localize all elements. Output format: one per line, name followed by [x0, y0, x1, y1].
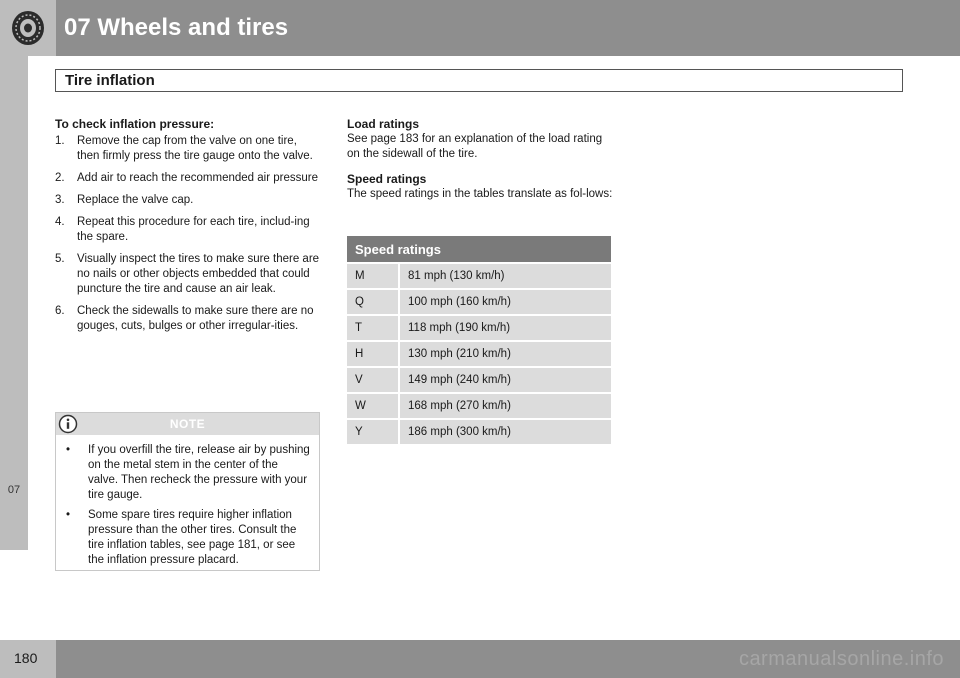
- rating-code: T: [347, 315, 399, 341]
- speed-ratings-table: [347, 236, 611, 444]
- rating-speed: 81 mph (130 km/h): [399, 263, 611, 289]
- load-ratings-heading: Load ratings: [347, 117, 420, 131]
- steps-list: [55, 134, 321, 334]
- rating-speed: 130 mph (210 km/h): [399, 341, 611, 367]
- rating-speed: 100 mph (160 km/h): [399, 289, 611, 315]
- table-row: [347, 341, 611, 367]
- list-item: 6. Check the sidewalls to make sure there are no gouges, cuts, bulges or other irregular-ities.: [55, 305, 314, 332]
- section-title-bar: [55, 69, 903, 92]
- check-pressure-section: [55, 117, 321, 341]
- table-row: [347, 289, 611, 315]
- list-item: 5. Visually inspect the tires to make sure there are no nails or other objects embedded that could puncture the tire and cause an air leak.: [55, 253, 320, 295]
- table-header-row: [347, 236, 611, 263]
- speed-ratings-text: The speed ratings in the tables translate as fol-lows:: [347, 188, 613, 200]
- rating-speed: 149 mph (240 km/h): [399, 367, 611, 393]
- chapter-icon-box: [0, 0, 56, 56]
- table-header: Speed ratings: [347, 236, 611, 263]
- note-header: [56, 413, 319, 435]
- ratings-section: [347, 117, 613, 212]
- table-row: [347, 367, 611, 393]
- table-row: [347, 263, 611, 289]
- rating-speed: 118 mph (190 km/h): [399, 315, 611, 341]
- chapter-title: 07 Wheels and tires: [64, 14, 289, 41]
- list-item: • If you overfill the tire, release air by pushing on the metal stem in the center of the valve. Then recheck the pressure with your tire gauge.: [66, 444, 310, 501]
- note-label: NOTE: [169, 417, 206, 431]
- list-item: 4. Repeat this procedure for each tire, includ-ing the spare.: [55, 216, 310, 243]
- section-title: Tire inflation: [65, 72, 155, 89]
- rating-code: H: [347, 341, 399, 367]
- note-box: [55, 412, 320, 571]
- list-item: 3. Replace the valve cap.: [55, 194, 194, 206]
- page-number: 180: [14, 650, 38, 666]
- rating-code: Y: [347, 419, 399, 444]
- check-pressure-heading: To check inflation pressure:: [55, 117, 215, 131]
- watermark: carmanualsonline.info: [738, 648, 944, 670]
- table-row: [347, 315, 611, 341]
- rating-code: M: [347, 263, 399, 289]
- table-row: [347, 393, 611, 419]
- load-ratings-text: See page 183 for an explanation of the load rating on the sidewall of the tire.: [347, 133, 603, 160]
- tire-icon: [10, 9, 46, 47]
- chapter-side-strip: [0, 56, 28, 550]
- note-list: [56, 443, 319, 568]
- rating-code: W: [347, 393, 399, 419]
- list-item: 1. Remove the cap from the valve on one tire, then firmly press the tire gauge onto the valve.: [55, 135, 313, 162]
- chapter-tab: 07: [7, 484, 21, 496]
- rating-speed: 168 mph (270 km/h): [399, 393, 611, 419]
- speed-ratings-heading: Speed ratings: [347, 172, 427, 186]
- list-item: • Some spare tires require higher inflation pressure than the other tires. Consult the tire inflation tables, see page 181, or see the inflation pressure placard.: [66, 509, 297, 566]
- rating-code: V: [347, 367, 399, 393]
- table-row: [347, 419, 611, 444]
- rating-code: Q: [347, 289, 399, 315]
- rating-speed: 186 mph (300 km/h): [399, 419, 611, 444]
- list-item: 2. Add air to reach the recommended air pressure: [55, 172, 318, 184]
